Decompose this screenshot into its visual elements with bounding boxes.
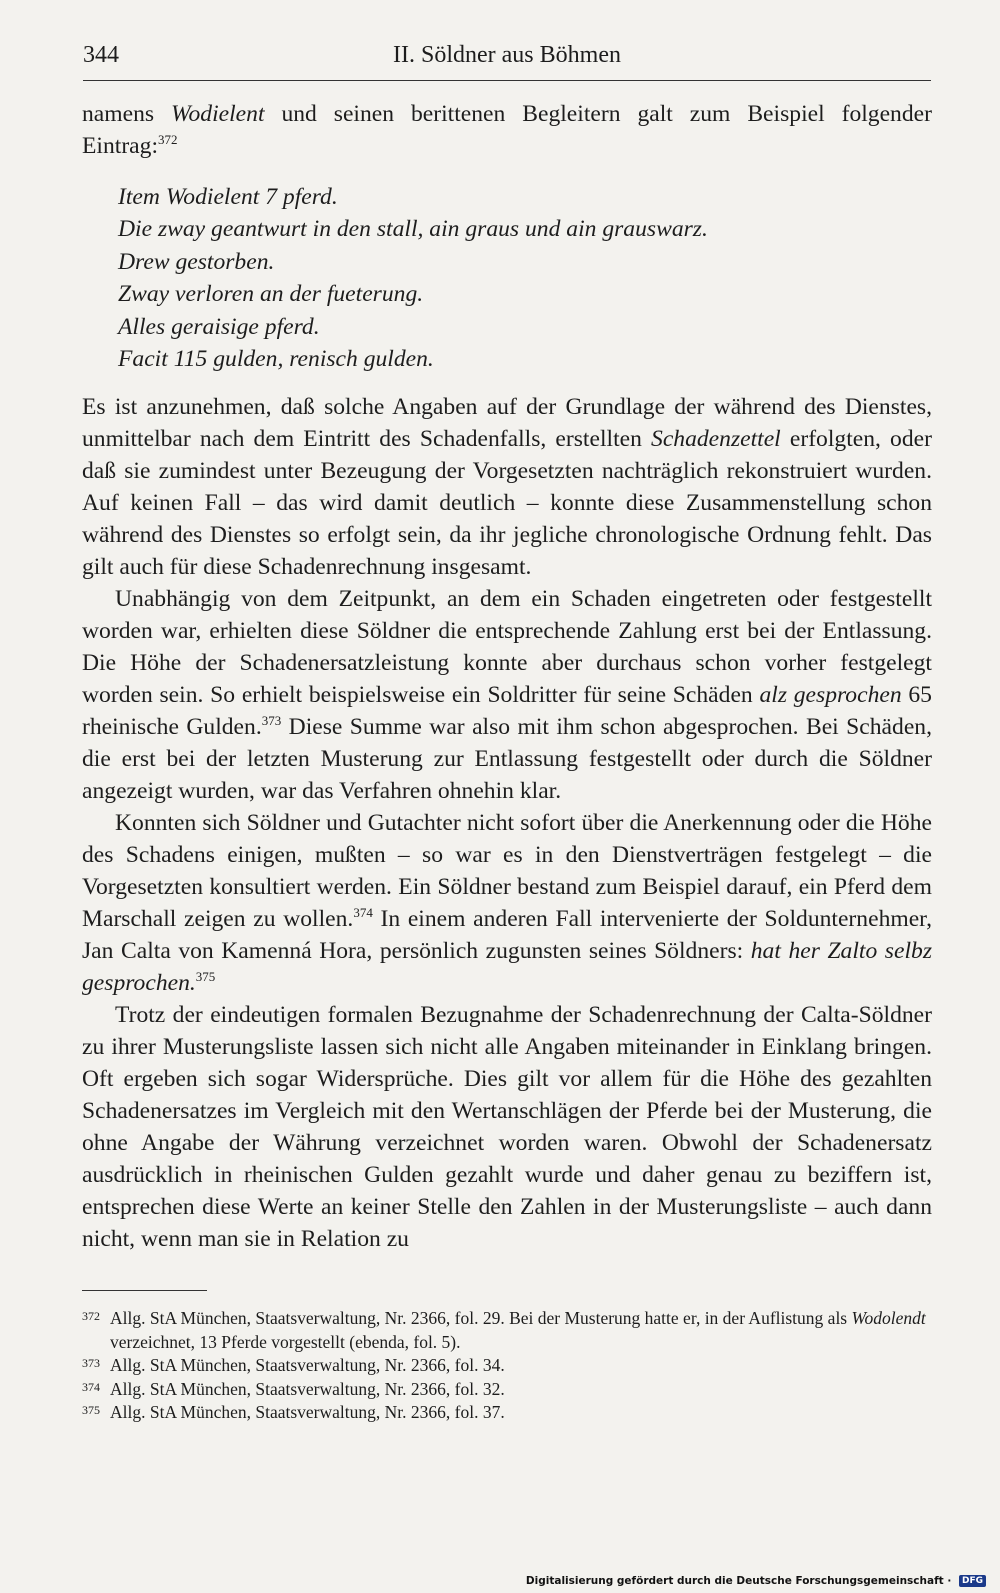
- text-run: Unabhängig von dem Zeitpunkt, an dem ein Schaden eingetreten oder festgestellt worden war, erhielten diese Söldner die entsprechende Zahlung erst bei der Entlassung. Die Höhe der Schadenersatzleistung konnte aber durchaus schon vorher festgelegt worden sein. So erhielt beispielsweise ein Soldritter für seine Schäden: [82, 586, 932, 709]
- text-run: Allg. StA München, Staatsverwaltung, Nr. 2366, fol. 37.: [110, 1402, 505, 1422]
- footnote-number: 373: [82, 1356, 100, 1370]
- footnote: [82, 1354, 932, 1378]
- italic-run: hat her Zalto selbz gesprochen.: [82, 938, 932, 997]
- footnote-number: 374: [82, 1379, 100, 1394]
- digitization-credit: Digitalisierung gefördert durch die Deutsche Forschungsgemeinschaft · DFG: [526, 1575, 986, 1587]
- footnote-number: 375: [82, 1403, 100, 1417]
- dfg-logo-icon: DFG: [959, 1575, 986, 1587]
- running-head: II. Söldner aus Böhmen: [393, 42, 621, 68]
- paragraph-3: [82, 807, 932, 999]
- text-run: Allg. StA München, Staatsverwaltung, Nr. 2366, fol. 34.: [110, 1355, 505, 1375]
- footnote-ref[interactable]: 374: [353, 905, 373, 921]
- paragraph-2: [82, 583, 932, 807]
- footnote-number: 372: [82, 1309, 100, 1323]
- paragraph-4: [82, 999, 932, 1255]
- footnote: [82, 1378, 932, 1402]
- footnote-ref[interactable]: 372: [158, 132, 178, 147]
- credit-text: Digitalisierung gefördert durch die Deutsche Forschungsgemeinschaft: [525, 1575, 944, 1587]
- footnote: [82, 1401, 932, 1425]
- italic-run: Wodolendt: [851, 1308, 926, 1328]
- main-text: [82, 98, 932, 1255]
- text-run: Trotz der eindeutigen formalen Bezugnahme der Schadenrechnung der Calta-Söldner zu ihrer Musterungsliste lassen sich nicht alle Angaben miteinander in Einklang bringen. Oft ergeben sich sogar Widersprüche. Dies gilt vor allem für die Höhe des gezahlten Schadenersatzes im Vergleich mit den Wertanschlägen der Pferde bei der Musterung, die ohne Angabe der Währung verzeichnet worden waren. Obwohl der Schadenersatz ausdrücklich in rheinischen Gulden gezahlt wurde und daher genau zu beziffern ist, entsprechen diese Werte an keiner Stelle den Zahlen in der Musterungsliste – auch dann nicht, wenn man sie in Relation zu: [82, 1002, 932, 1253]
- text-run: Es ist anzunehmen, daß solche Angaben auf der Grundlage der während des Dienstes, unmittelbar nach dem Eintritt des Schadenfalls, erstellten: [82, 394, 932, 453]
- footnote-rule: [82, 1290, 207, 1291]
- page-number: 344: [83, 42, 119, 68]
- footnote: [82, 1307, 932, 1354]
- quote-line: Zway verloren an der fueterung.: [118, 281, 424, 308]
- block-quote: [118, 181, 932, 375]
- quote-line: Facit 115 gulden, renisch gulden.: [118, 346, 434, 373]
- text-run: Allg. StA München, Staatsverwaltung, Nr. 2366, fol. 32.: [110, 1378, 505, 1399]
- text-run: In einem anderen Fall intervenierte der Soldunternehmer, Jan Calta von Kamenná Hora, persönlich zugunsten seines Söldners:: [82, 906, 932, 965]
- text-run: erfolgten, oder daß sie zumindest unter Bezeugung der Vorgesetzten nachträglich rekonstruiert wurden. Auf keinen Fall – das wird damit deutlich – konnte diese Zusammenstellung schon während des Dienstes so erfolgt sein, da ihr jegliche chronologische Ordnung fehlt. Das gilt auch für diese Schadenrechnung insgesamt.: [82, 426, 932, 581]
- footnote-ref[interactable]: 373: [261, 713, 282, 729]
- text-run: und seinen berittenen Begleitern galt zum Beispiel folgender Eintrag:: [82, 101, 932, 159]
- footnote-ref[interactable]: 375: [195, 969, 216, 985]
- italic-run: alz gesprochen: [759, 682, 902, 709]
- footnotes: [82, 1307, 932, 1425]
- text-run: namens: [82, 101, 172, 127]
- italic-run: Wodielent: [171, 101, 265, 127]
- quote-line: Item Wodielent 7 pferd.: [118, 184, 338, 210]
- page-header: [83, 40, 931, 81]
- paragraph-1: [82, 391, 932, 583]
- quote-line: Drew gestorben.: [118, 248, 275, 275]
- quote-line: Alles geraisige pferd.: [118, 313, 320, 340]
- text-run: 65 rheinische Gulden.: [82, 682, 932, 741]
- italic-run: Schadenzettel: [651, 426, 781, 453]
- quote-line: Die zway geantwurt in den stall, ain graus und ain grauswarz.: [118, 216, 708, 243]
- text-run: Allg. StA München, Staatsverwaltung, Nr. 2366, fol. 29. Bei der Musterung hatte er, in der Auflistung als: [110, 1308, 852, 1328]
- text-run: verzeichnet, 13 Pferde vorgestellt (ebenda, fol. 5).: [110, 1331, 461, 1352]
- text-run: Konnten sich Söldner und Gutachter nicht sofort über die Anerkennung oder die Höhe des Schadens einigen, mußten – so war es in den Dienstverträgen festgelegt – die Vorgesetzten konsultiert werden. Ein Söldner bestand zum Beispiel darauf, ein Pferd dem Marschall zeigen zu wollen.: [82, 810, 932, 933]
- text-run: Diese Summe war also mit ihm schon abgesprochen. Bei Schäden, die erst bei der letzten Musterung zur Entlassung festgestellt oder durch die Söldner angezeigt wurden, war das Verfahren ohnehin klar.: [82, 714, 932, 805]
- intro-paragraph: [82, 98, 932, 162]
